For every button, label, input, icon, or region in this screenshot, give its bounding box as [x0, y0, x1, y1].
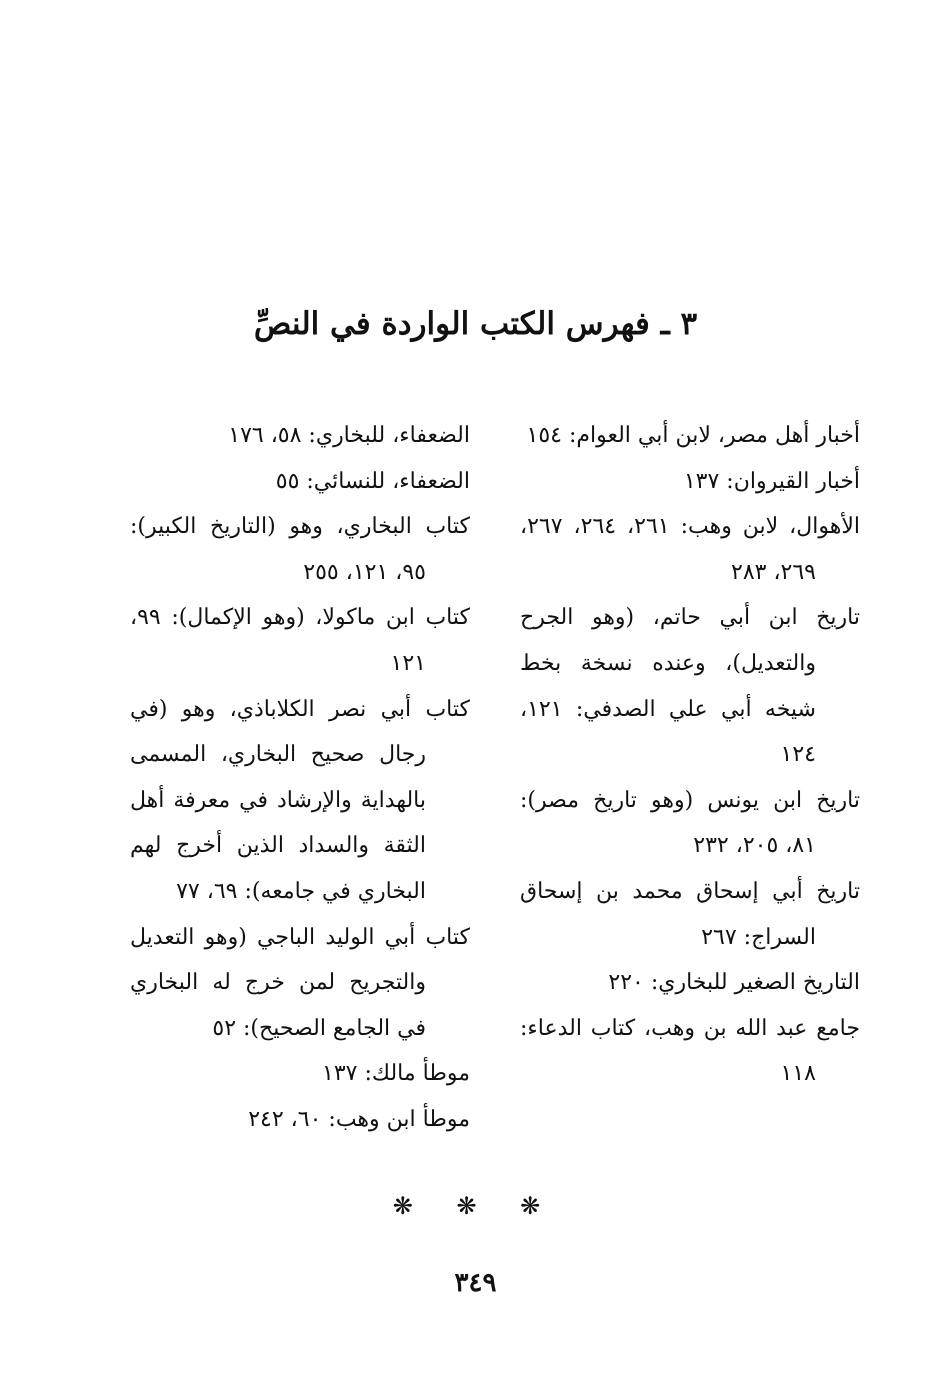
index-entry: موطأ مالك: ١٣٧: [322, 1061, 470, 1087]
index-column-right: [520, 413, 860, 1097]
index-entry: كتاب أبي الوليد الباجي (وهو التعديل والتجريح لمن خرج له البخاري في الجامع الصحيح): ٥٢: [130, 924, 470, 1041]
index-entry: تاريخ أبي إسحاق محمد بن إسحاق السراج: ٢٦٧: [520, 878, 860, 950]
index-entry: تاريخ ابن أبي حاتم، (وهو الجرح والتعديل)، وعنده نسخة بخط شيخه أبي علي الصدفي: ١٢١، ١٢٤: [520, 605, 860, 768]
index-entry: موطأ ابن وهب: ٦٠، ٢٤٢: [248, 1106, 470, 1132]
index-entry: تاريخ ابن يونس (وهو تاريخ مصر): ٨١، ٢٠٥، ٢٣٢: [520, 787, 860, 859]
index-entry: أخبار القيروان: ١٣٧: [683, 468, 860, 494]
section-separator-stars: ❋ ❋ ❋: [392, 1192, 559, 1220]
index-entry: الضعفاء، للبخاري: ٥٨، ١٧٦: [228, 423, 470, 448]
index-entry: كتاب ابن ماكولا، (وهو الإكمال): ٩٩، ١٢١: [130, 605, 470, 676]
index-entry: الضعفاء، للنسائي: ٥٥: [275, 468, 470, 494]
index-entry: جامع عبد الله بن وهب، كتاب الدعاء: ١١٨: [520, 1015, 860, 1087]
index-entry: كتاب البخاري، وهو (التاريخ الكبير): ٩٥، ١٢١، ٢٥٥: [130, 514, 470, 585]
index-column-left: [130, 413, 470, 1143]
index-entry: أخبار أهل مصر، لابن أبي العوام: ١٥٤: [526, 423, 860, 448]
index-entry: التاريخ الصغير للبخاري: ٢٢٠: [608, 970, 860, 996]
index-entry: كتاب أبي نصر الكلاباذي، وهو (في رجال صحيح البخاري، المسمى بالهداية والإرشاد في معرفة أهل الثقة والسداد الذين أخرج لهم البخاري في جامعه): ٦٩، ٧٧: [130, 696, 470, 904]
page-title: ٣ ـ فهرس الكتب الواردة في النصِّ: [253, 306, 698, 342]
page-number: ٣٤٩: [454, 1268, 497, 1298]
index-entry: الأهوال، لابن وهب: ٢٦١، ٢٦٤، ٢٦٧، ٢٦٩، ٢٨٣: [520, 514, 861, 585]
